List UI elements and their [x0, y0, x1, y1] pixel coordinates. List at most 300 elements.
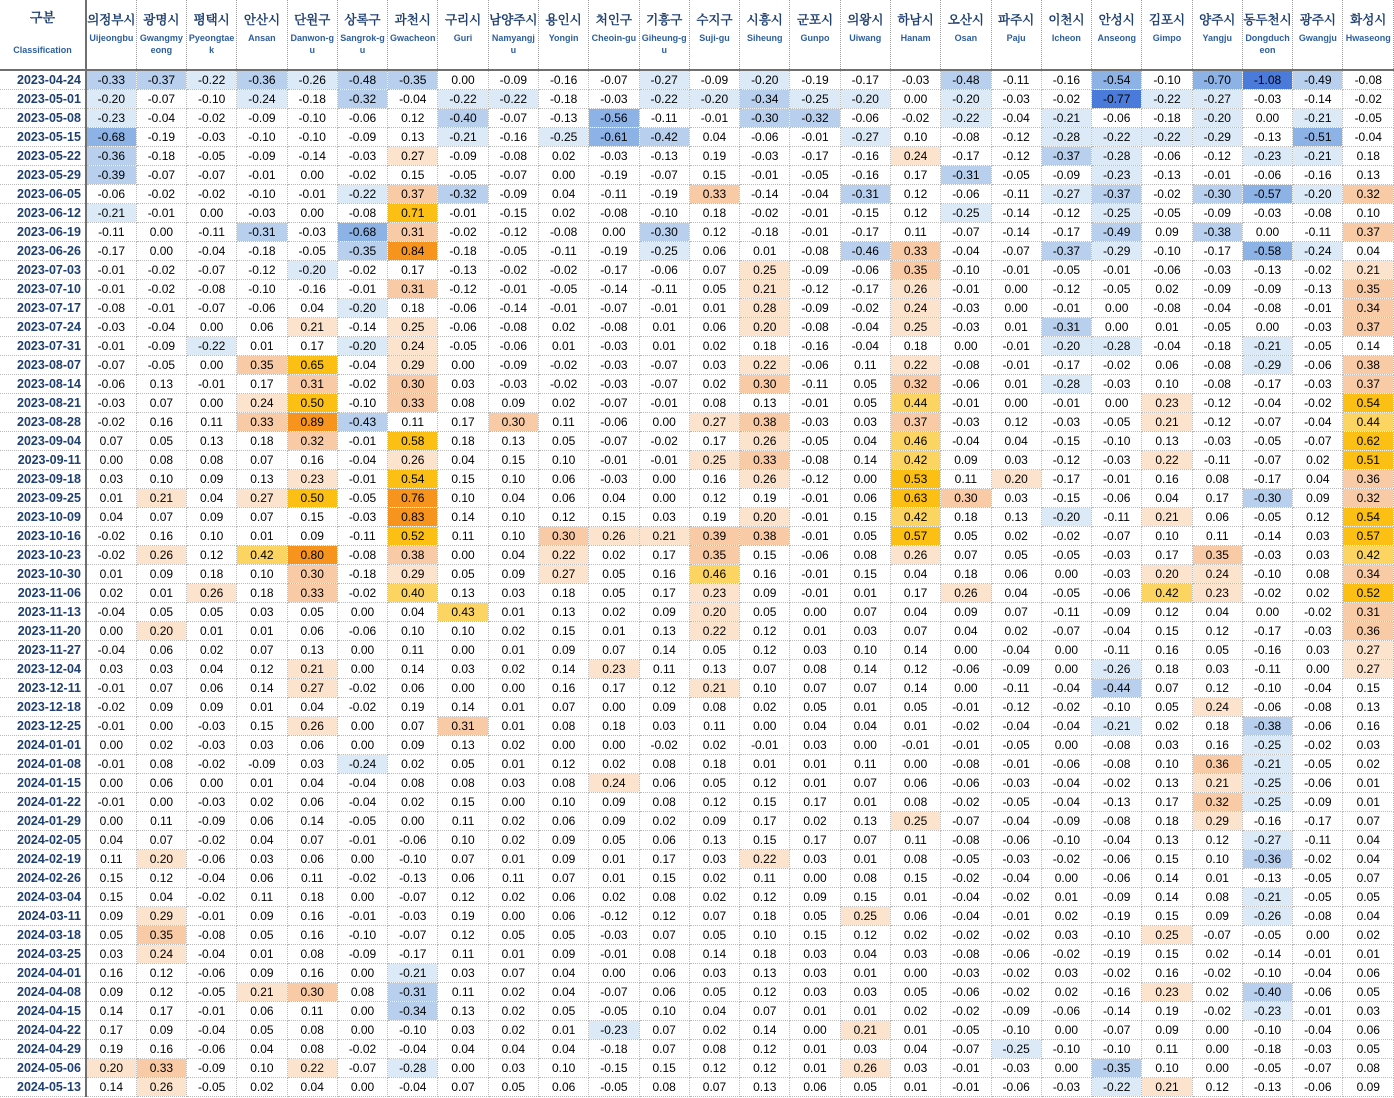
value-cell: -0.06: [488, 337, 538, 356]
value-cell: 0.16: [1192, 736, 1242, 755]
value-cell: 0.21: [1343, 261, 1394, 280]
value-cell: 0.17: [136, 1002, 186, 1021]
value-cell: -0.02: [991, 983, 1041, 1002]
value-cell: 0.18: [187, 565, 237, 584]
value-cell: 0.43: [438, 603, 488, 622]
value-cell: 0.02: [740, 698, 790, 717]
value-cell: 0.02: [790, 812, 840, 831]
value-cell: -0.27: [1041, 185, 1091, 204]
table-row: [0, 318, 1394, 337]
value-cell: -0.08: [1293, 907, 1343, 926]
value-cell: 0.04: [1343, 907, 1394, 926]
region-name-en: Guri: [453, 33, 473, 43]
value-cell: -0.25: [941, 204, 991, 223]
value-cell: -0.06: [237, 299, 287, 318]
value-cell: 0.03: [86, 945, 136, 964]
value-cell: 0.11: [438, 812, 488, 831]
region-name-ko: 상록구: [344, 13, 381, 27]
value-cell: -0.21: [1293, 109, 1343, 128]
value-cell: -0.08: [589, 204, 639, 223]
value-cell: -0.02: [337, 698, 387, 717]
value-cell: 0.01: [639, 318, 689, 337]
value-cell: -0.04: [790, 185, 840, 204]
value-cell: 0.17: [438, 413, 488, 432]
value-cell: -0.05: [438, 337, 488, 356]
value-cell: 0.12: [538, 508, 588, 527]
value-cell: 0.40: [388, 584, 438, 603]
table-row: [0, 90, 1394, 109]
value-cell: 0.07: [689, 907, 739, 926]
value-cell: 0.05: [136, 603, 186, 622]
value-cell: 0.08: [388, 774, 438, 793]
value-cell: -0.21: [1293, 147, 1343, 166]
value-cell: -0.06: [941, 375, 991, 394]
value-cell: 0.05: [538, 432, 588, 451]
value-cell: 0.04: [1343, 242, 1394, 261]
value-cell: 0.15: [790, 926, 840, 945]
value-cell: 0.03: [86, 470, 136, 489]
table-row: [0, 774, 1394, 793]
value-cell: -0.01: [1293, 299, 1343, 318]
value-cell: 0.03: [237, 603, 287, 622]
value-cell: 0.00: [1041, 565, 1091, 584]
value-cell: 0.18: [1192, 717, 1242, 736]
value-cell: 0.00: [1041, 736, 1091, 755]
value-cell: 0.09: [488, 394, 538, 413]
value-cell: 0.01: [237, 698, 287, 717]
value-cell: -0.03: [1092, 565, 1142, 584]
row-date: 2023-11-06: [0, 584, 86, 603]
value-cell: -0.01: [1293, 945, 1343, 964]
value-cell: -0.07: [941, 223, 991, 242]
value-cell: 0.07: [1343, 812, 1394, 831]
value-cell: -0.23: [589, 1021, 639, 1040]
value-cell: -0.22: [187, 70, 237, 90]
value-cell: 0.25: [1142, 926, 1192, 945]
value-cell: -0.11: [1242, 660, 1292, 679]
value-cell: 0.15: [740, 793, 790, 812]
value-cell: 0.00: [1041, 1021, 1091, 1040]
value-cell: 0.01: [488, 698, 538, 717]
value-cell: -0.14: [287, 147, 337, 166]
value-cell: -0.02: [1041, 527, 1091, 546]
value-cell: -0.35: [1092, 1059, 1142, 1078]
value-cell: -0.17: [840, 280, 890, 299]
value-cell: 0.03: [689, 850, 739, 869]
value-cell: -0.01: [86, 717, 136, 736]
value-cell: 0.17: [237, 375, 287, 394]
value-cell: -0.05: [136, 356, 186, 375]
value-cell: 0.07: [991, 603, 1041, 622]
table-row: [0, 223, 1394, 242]
value-cell: 0.16: [136, 413, 186, 432]
value-cell: -0.03: [991, 90, 1041, 109]
value-cell: -0.07: [589, 983, 639, 1002]
value-cell: -0.03: [589, 926, 639, 945]
row-date: 2024-01-22: [0, 793, 86, 812]
region-name-en: Gwacheon: [390, 33, 436, 43]
value-cell: 0.01: [538, 337, 588, 356]
value-cell: 0.10: [136, 470, 186, 489]
value-cell: 0.06: [639, 831, 689, 850]
table-row: [0, 1059, 1394, 1078]
value-cell: -0.09: [991, 1002, 1041, 1021]
value-cell: 0.44: [890, 394, 940, 413]
value-cell: 0.13: [538, 603, 588, 622]
value-cell: 0.30: [740, 375, 790, 394]
value-cell: 0.00: [136, 793, 186, 812]
value-cell: -0.17: [1041, 223, 1091, 242]
value-cell: -0.02: [639, 432, 689, 451]
value-cell: 0.07: [86, 432, 136, 451]
table-row: [0, 1021, 1394, 1040]
value-cell: 0.08: [639, 945, 689, 964]
value-cell: 0.54: [388, 470, 438, 489]
value-cell: 0.09: [187, 470, 237, 489]
value-cell: 0.35: [890, 261, 940, 280]
value-cell: -0.12: [1192, 147, 1242, 166]
value-cell: 0.26: [388, 451, 438, 470]
value-cell: 0.00: [941, 337, 991, 356]
value-cell: -0.37: [1092, 185, 1142, 204]
value-cell: -0.08: [589, 318, 639, 337]
value-cell: 0.37: [1343, 223, 1394, 242]
value-cell: 0.03: [438, 660, 488, 679]
value-cell: -0.05: [1092, 280, 1142, 299]
value-cell: -0.14: [1242, 945, 1292, 964]
value-cell: 0.23: [589, 660, 639, 679]
region-name-en: Hwaseong: [1345, 33, 1391, 43]
value-cell: -0.07: [1242, 413, 1292, 432]
value-cell: 0.10: [438, 622, 488, 641]
value-cell: 0.07: [237, 508, 287, 527]
value-cell: 0.42: [1343, 546, 1394, 565]
value-cell: 0.11: [438, 983, 488, 1002]
value-cell: -0.03: [991, 1059, 1041, 1078]
value-cell: -0.11: [639, 280, 689, 299]
value-cell: 0.04: [991, 432, 1041, 451]
row-date: 2024-04-08: [0, 983, 86, 1002]
value-cell: 0.14: [287, 812, 337, 831]
row-date: 2023-05-22: [0, 147, 86, 166]
value-cell: 0.00: [438, 356, 488, 375]
value-cell: -0.01: [1041, 299, 1091, 318]
value-cell: -0.01: [136, 299, 186, 318]
value-cell: 0.05: [488, 926, 538, 945]
value-cell: -0.01: [1041, 394, 1091, 413]
value-cell: 0.12: [740, 983, 790, 1002]
value-cell: -0.09: [237, 147, 287, 166]
value-cell: 0.03: [790, 641, 840, 660]
region-name-ko: 파주시: [998, 13, 1035, 27]
value-cell: -0.26: [1242, 907, 1292, 926]
value-cell: 0.08: [438, 774, 488, 793]
value-cell: 0.37: [890, 413, 940, 432]
value-cell: -0.01: [991, 755, 1041, 774]
value-cell: -0.07: [136, 90, 186, 109]
value-cell: 0.30: [388, 375, 438, 394]
table-row: [0, 375, 1394, 394]
value-cell: -0.02: [488, 261, 538, 280]
region-header-giheung-gu: [639, 0, 689, 70]
value-cell: -0.05: [1293, 337, 1343, 356]
value-cell: 0.25: [689, 451, 739, 470]
value-cell: -0.08: [941, 945, 991, 964]
value-cell: -0.09: [488, 70, 538, 90]
row-date: 2023-05-15: [0, 128, 86, 147]
value-cell: -0.06: [991, 945, 1041, 964]
value-cell: 0.13: [740, 1078, 790, 1097]
value-cell: 0.02: [388, 793, 438, 812]
value-cell: 0.09: [941, 603, 991, 622]
value-cell: -0.44: [1092, 679, 1142, 698]
value-cell: 0.13: [1343, 698, 1394, 717]
value-cell: -0.07: [1293, 432, 1343, 451]
value-cell: -0.61: [589, 128, 639, 147]
region-name-ko: 용인시: [545, 13, 582, 27]
value-cell: -0.11: [1041, 603, 1091, 622]
value-cell: 0.31: [388, 280, 438, 299]
row-date: 2024-01-15: [0, 774, 86, 793]
value-cell: 0.09: [589, 793, 639, 812]
value-cell: 0.18: [287, 888, 337, 907]
value-cell: 0.35: [1192, 546, 1242, 565]
value-cell: -0.01: [639, 451, 689, 470]
value-cell: -0.20: [740, 70, 790, 90]
value-cell: 0.30: [538, 527, 588, 546]
value-cell: 0.00: [287, 204, 337, 223]
value-cell: 0.09: [488, 565, 538, 584]
table-row: [0, 565, 1394, 584]
value-cell: 0.01: [488, 717, 538, 736]
row-date: 2023-05-08: [0, 109, 86, 128]
value-cell: 0.04: [1192, 603, 1242, 622]
table-row: [0, 831, 1394, 850]
value-cell: -0.03: [991, 774, 1041, 793]
header-row: [0, 0, 1394, 70]
value-cell: 0.07: [438, 850, 488, 869]
value-cell: 0.00: [337, 603, 387, 622]
value-cell: 0.18: [740, 337, 790, 356]
value-cell: 0.06: [438, 869, 488, 888]
value-cell: -0.02: [337, 261, 387, 280]
value-cell: 0.57: [1343, 527, 1394, 546]
value-cell: 0.01: [840, 584, 890, 603]
value-cell: 0.00: [589, 736, 639, 755]
value-cell: -0.09: [790, 299, 840, 318]
value-cell: 0.12: [639, 907, 689, 926]
value-cell: -0.13: [1242, 261, 1292, 280]
row-date: 2024-03-25: [0, 945, 86, 964]
value-cell: -0.36: [237, 70, 287, 90]
value-cell: -0.12: [438, 280, 488, 299]
value-cell: -0.04: [941, 907, 991, 926]
value-cell: -0.34: [740, 90, 790, 109]
value-cell: -0.20: [1192, 109, 1242, 128]
value-cell: -0.17: [941, 147, 991, 166]
value-cell: -0.17: [1041, 356, 1091, 375]
value-cell: 0.03: [1293, 641, 1343, 660]
value-cell: -0.12: [1192, 413, 1242, 432]
value-cell: 0.13: [438, 584, 488, 603]
value-cell: 0.01: [237, 945, 287, 964]
value-cell: -0.26: [1092, 660, 1142, 679]
value-cell: 0.16: [136, 1040, 186, 1059]
value-cell: -0.15: [589, 1059, 639, 1078]
value-cell: 0.03: [1192, 660, 1242, 679]
value-cell: 0.06: [187, 679, 237, 698]
value-cell: -0.32: [438, 185, 488, 204]
value-cell: 0.23: [1142, 983, 1192, 1002]
value-cell: -0.13: [388, 869, 438, 888]
value-cell: 0.04: [1343, 850, 1394, 869]
value-cell: -0.06: [187, 1040, 237, 1059]
value-cell: 0.14: [1142, 869, 1192, 888]
value-cell: -0.07: [388, 888, 438, 907]
value-cell: 0.00: [1192, 1040, 1242, 1059]
value-cell: -0.04: [337, 774, 387, 793]
value-cell: -0.28: [1041, 128, 1091, 147]
value-cell: -0.11: [1293, 223, 1343, 242]
region-name-en: Osan: [954, 33, 978, 43]
value-cell: -0.16: [1242, 641, 1292, 660]
value-cell: -0.05: [1242, 508, 1292, 527]
value-cell: 0.04: [1293, 470, 1343, 489]
region-name-ko: 과천시: [394, 13, 431, 27]
value-cell: -0.08: [941, 128, 991, 147]
value-cell: 0.00: [589, 964, 639, 983]
value-cell: 0.07: [538, 698, 588, 717]
value-cell: -0.08: [1092, 755, 1142, 774]
value-cell: 0.02: [689, 736, 739, 755]
value-cell: 0.05: [790, 698, 840, 717]
value-cell: -0.25: [1242, 774, 1292, 793]
value-cell: 0.22: [538, 546, 588, 565]
value-cell: 0.18: [237, 432, 287, 451]
value-cell: -0.02: [187, 755, 237, 774]
value-cell: 0.20: [740, 508, 790, 527]
value-cell: -0.06: [388, 831, 438, 850]
value-cell: -0.09: [1192, 204, 1242, 223]
value-cell: -0.10: [991, 1021, 1041, 1040]
value-cell: -0.10: [1242, 1021, 1292, 1040]
value-cell: 0.38: [388, 546, 438, 565]
value-cell: -0.15: [488, 204, 538, 223]
value-cell: 0.15: [488, 451, 538, 470]
region-header-icheon: [1041, 0, 1091, 70]
row-date: 2024-04-22: [0, 1021, 86, 1040]
value-cell: -0.03: [1092, 546, 1142, 565]
value-cell: 0.10: [187, 527, 237, 546]
value-cell: -0.05: [488, 242, 538, 261]
table-row: [0, 299, 1394, 318]
value-cell: 0.04: [890, 565, 940, 584]
value-cell: -0.31: [388, 983, 438, 1002]
region-header-hwaseong: [1343, 0, 1394, 70]
value-cell: -0.01: [941, 1059, 991, 1078]
value-cell: -0.14: [1293, 90, 1343, 109]
value-cell: 0.00: [438, 546, 488, 565]
value-cell: -0.20: [689, 90, 739, 109]
row-date: 2024-02-26: [0, 869, 86, 888]
value-cell: -0.11: [790, 375, 840, 394]
value-cell: -0.56: [589, 109, 639, 128]
value-cell: -0.08: [1192, 375, 1242, 394]
value-cell: -0.03: [488, 375, 538, 394]
value-cell: 0.07: [840, 774, 890, 793]
value-cell: 0.10: [388, 622, 438, 641]
value-cell: -0.02: [86, 413, 136, 432]
value-cell: -0.02: [1192, 1002, 1242, 1021]
value-cell: 0.35: [1343, 280, 1394, 299]
region-name-ko: 하남시: [897, 13, 934, 27]
value-cell: 0.03: [840, 622, 890, 641]
value-cell: 0.00: [1041, 660, 1091, 679]
region-header-uijeongbu: [86, 0, 136, 70]
value-cell: -0.18: [287, 90, 337, 109]
value-cell: 0.12: [538, 755, 588, 774]
value-cell: 0.00: [790, 1021, 840, 1040]
table-row: [0, 109, 1394, 128]
table-row: [0, 926, 1394, 945]
value-cell: 0.06: [287, 622, 337, 641]
value-cell: 0.00: [337, 736, 387, 755]
value-cell: -0.17: [1192, 242, 1242, 261]
value-cell: 0.27: [388, 147, 438, 166]
value-cell: -0.17: [1041, 470, 1091, 489]
value-cell: 0.00: [337, 964, 387, 983]
region-name-ko: 안산시: [243, 13, 281, 27]
value-cell: -0.05: [1242, 432, 1292, 451]
value-cell: -0.05: [1242, 1059, 1292, 1078]
value-cell: 0.35: [689, 546, 739, 565]
value-cell: 0.10: [639, 1002, 689, 1021]
value-cell: 0.02: [890, 926, 940, 945]
value-cell: -0.01: [136, 204, 186, 223]
value-cell: -0.09: [136, 337, 186, 356]
value-cell: 0.12: [890, 204, 940, 223]
value-cell: 0.12: [740, 774, 790, 793]
value-cell: 0.04: [488, 489, 538, 508]
value-cell: -0.03: [187, 793, 237, 812]
value-cell: -0.06: [941, 983, 991, 1002]
value-cell: -0.07: [639, 356, 689, 375]
value-cell: -0.08: [488, 147, 538, 166]
value-cell: 0.20: [136, 850, 186, 869]
table-row: [0, 394, 1394, 413]
value-cell: 0.15: [86, 888, 136, 907]
value-cell: 0.25: [388, 318, 438, 337]
value-cell: -0.04: [337, 356, 387, 375]
value-cell: -0.09: [337, 128, 387, 147]
value-cell: -0.04: [991, 869, 1041, 888]
value-cell: 0.00: [790, 869, 840, 888]
value-cell: 0.18: [589, 717, 639, 736]
value-cell: 0.03: [790, 850, 840, 869]
value-cell: -0.05: [1293, 869, 1343, 888]
value-cell: -0.27: [840, 128, 890, 147]
value-cell: 0.02: [991, 622, 1041, 641]
value-cell: 0.00: [1242, 223, 1292, 242]
value-cell: -0.24: [237, 90, 287, 109]
value-cell: 0.13: [1142, 774, 1192, 793]
value-cell: 0.42: [237, 546, 287, 565]
region-header-osan: [941, 0, 991, 70]
value-cell: 0.02: [1293, 584, 1343, 603]
value-cell: 0.12: [639, 679, 689, 698]
value-cell: 0.14: [890, 679, 940, 698]
value-cell: 0.22: [689, 622, 739, 641]
